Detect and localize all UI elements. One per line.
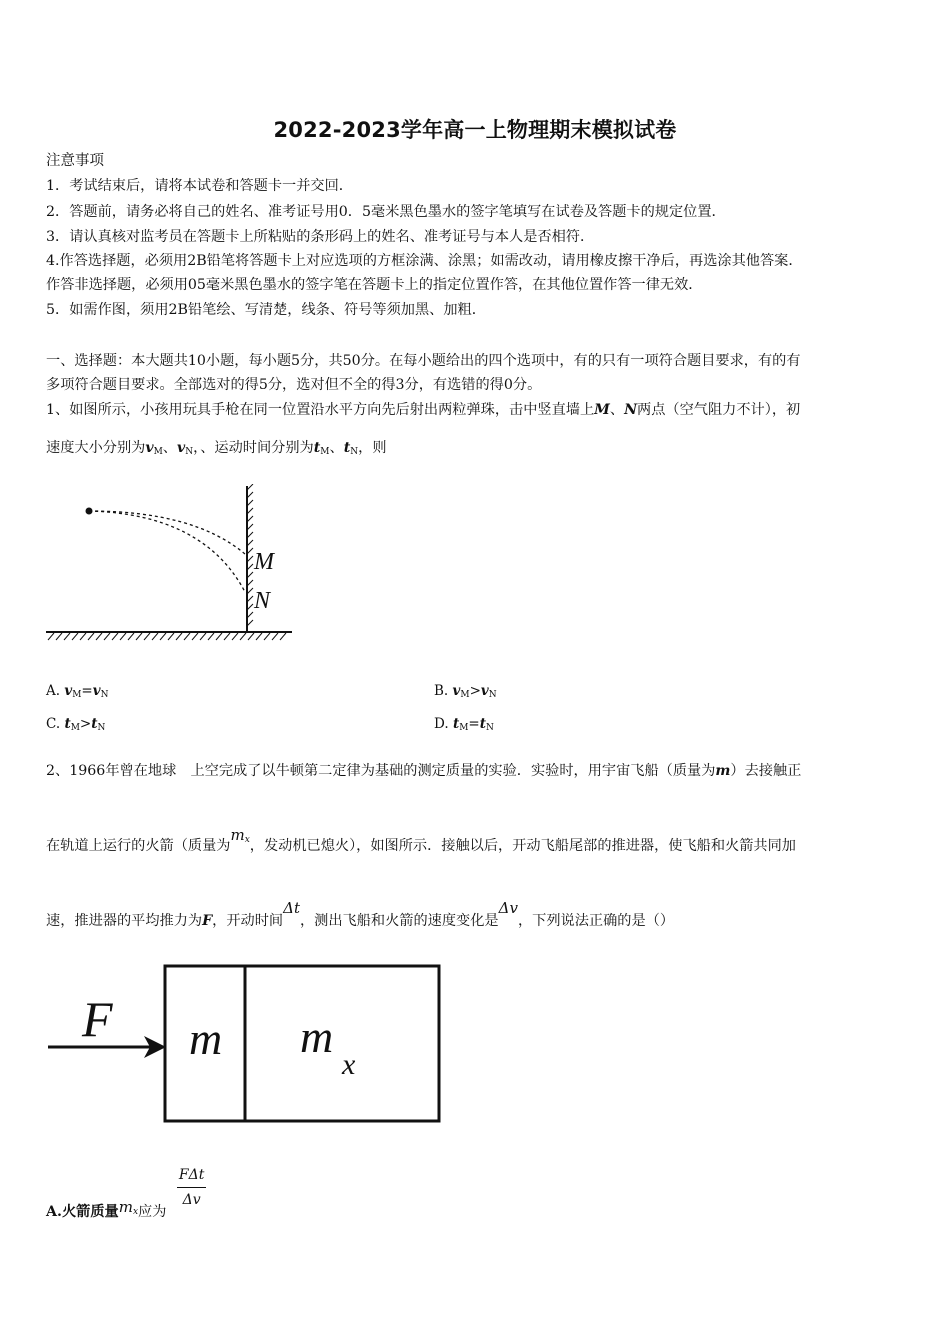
q1-line1: 1、如图所示，小孩用玩具手枪在同一位置沿水平方向先后射出两粒弹珠，击中竖直墙上M、N两点（空气阻力不计），初 (46, 402, 801, 418)
notice-item-2: 2．答题前，请务必将自己的姓名、准考证号用0．5毫米黑色墨水的签字笔填写在试卷及答题卡的规定位置． (46, 204, 726, 220)
page-title: 2022-2023学年高一上物理期末模拟试卷 (273, 118, 677, 142)
notice-heading: 注意事项 (46, 153, 104, 169)
q1-option-d[interactable]: D. $t_M=t_N$ (434, 716, 494, 733)
notice-item-1: 1．考试结束后，请将本试卷和答题卡一并交回． (46, 178, 353, 194)
q2-figure (44, 962, 444, 1127)
mass-label-x: x (342, 1048, 356, 1081)
q2-option-a[interactable]: A.火箭质量$m_x$应为 $\frac{\text{FΔt}}{\Delta v}$ (46, 1167, 205, 1220)
q1-figure (44, 484, 296, 644)
section1-line2: 多项符合题目要求。全部选对的得5分，选对但不全的得3分，有选错的得0分。 (46, 377, 542, 393)
notice-item-5: 作答非选择题，必须用05毫米黑色墨水的签字笔在答题卡上的指定位置作答，在其他位置作答一律无效． (46, 277, 703, 293)
notice-item-3: 3．请认真核对监考员在答题卡上所粘贴的条形码上的姓名、准考证号与本人是否相符． (46, 229, 595, 245)
figure-label-n: N (254, 588, 271, 614)
ground-hatch (48, 633, 286, 640)
figure-label-m: M (254, 549, 274, 575)
trajectory-n (89, 511, 245, 592)
q1-option-b[interactable]: B. $v_M>v_N$ (434, 683, 497, 700)
q1-line2: 速度大小分别为$v_M$、$v_N$，、运动时间分别为$t_M$、$t_N$，则 (46, 440, 387, 457)
notice-item-4: 4.作答选择题，必须用2B铅笔将答题卡上对应选项的方框涂满、涂黑；如需改动，请用橡皮擦干净后，再选涂其他答案． (46, 253, 803, 269)
fraction: $\frac{\text{FΔt}}{\Delta v}$ (178, 1167, 205, 1208)
notice-item-6: 5．如需作图，须用2B铅笔绘、写清楚，线条、符号等须加黑、加粗． (46, 302, 486, 318)
q1-option-c[interactable]: C. $t_M>t_N$ (46, 716, 106, 733)
q2-line1: 2、1966年曾在地球 上空完成了以牛顿第二定律为基础的测定质量的实验．实验时，用宇宙飞船（质量为m）去接触正 (46, 763, 802, 779)
mass-label-mx: m (300, 1011, 334, 1062)
mass-label-m: m (189, 1013, 223, 1064)
force-label: F (82, 991, 113, 1047)
q1-option-a[interactable]: A. $v_M=v_N$ (46, 683, 109, 700)
q2-line2: 在轨道上运行的火箭（质量为$m_x$，发动机已熄火），如图所示．接触以后，开动飞船尾部的推进器，使飞船和火箭共同加 (46, 826, 796, 854)
q2-line3: 速，推进器的平均推力为F，开动时间Δt，测出飞船和火箭的速度变化是Δv，下列说法正确的是（） (46, 899, 675, 929)
trajectory-m (89, 511, 245, 554)
section1-line1: 一、选择题：本大题共10小题，每小题5分，共50分。在每小题给出的四个选项中，有的只有一项符合题目要求，有的有 (46, 353, 801, 369)
